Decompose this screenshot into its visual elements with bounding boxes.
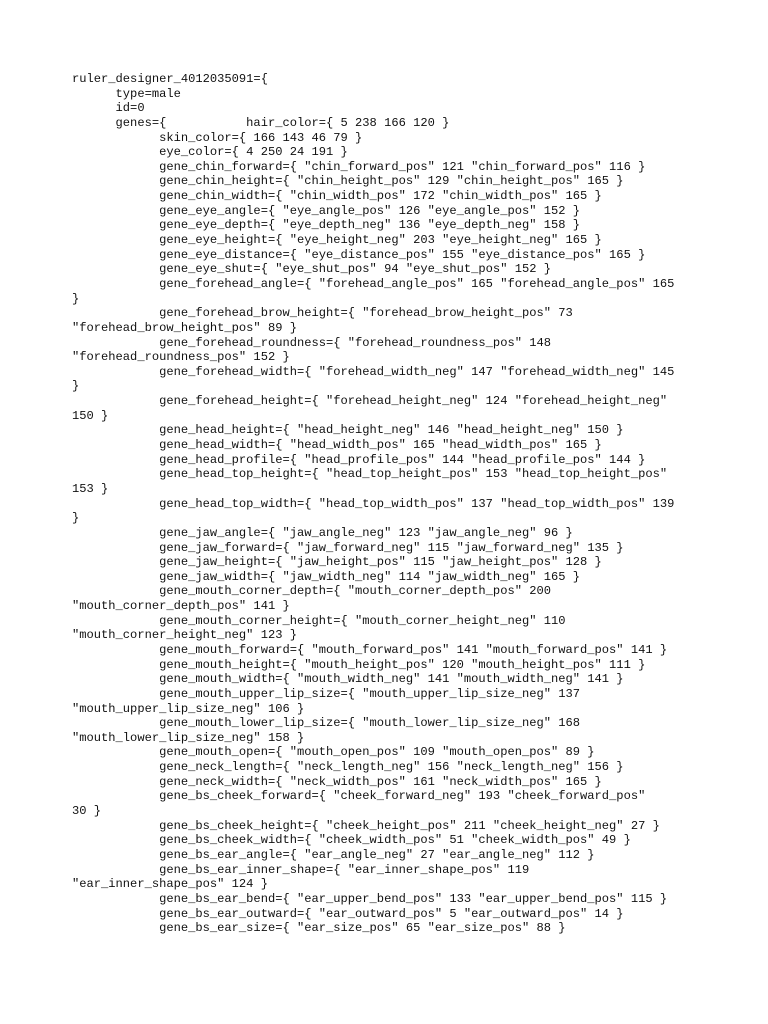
code-line: skin_color={ 166 143 46 79 }: [72, 130, 363, 145]
code-line: gene_jaw_forward={ "jaw_forward_neg" 115 "jaw_forward_neg" 135 }: [72, 540, 624, 555]
code-line: gene_head_top_height={ "head_top_height_pos" 153 "head_top_height_pos": [72, 467, 668, 482]
code-line: "mouth_corner_height_neg" 123 }: [72, 628, 297, 643]
code-line: gene_eye_distance={ "eye_distance_pos" 155 "eye_distance_pos" 165 }: [72, 247, 646, 262]
code-line: genes={ hair_color={ 5 238 166 120 }: [72, 115, 450, 130]
code-line: gene_eye_depth={ "eye_depth_neg" 136 "eye_depth_neg" 158 }: [72, 218, 581, 233]
code-line: id=0: [72, 101, 145, 116]
code-line: gene_bs_cheek_height={ "cheek_height_pos" 211 "cheek_height_neg" 27 }: [72, 818, 660, 833]
code-line: gene_bs_ear_size={ "ear_size_pos" 65 "ear_size_pos" 88 }: [72, 921, 566, 936]
code-line: 153 }: [72, 481, 109, 496]
code-line: gene_bs_ear_inner_shape={ "ear_inner_shape_pos" 119: [72, 862, 530, 877]
code-line: gene_mouth_open={ "mouth_open_pos" 109 "mouth_open_pos" 89 }: [72, 745, 595, 760]
code-line: gene_neck_width={ "neck_width_pos" 161 "neck_width_pos" 165 }: [72, 774, 602, 789]
code-line: }: [72, 511, 80, 526]
code-line: gene_bs_cheek_forward={ "cheek_forward_neg" 193 "cheek_forward_pos": [72, 789, 646, 804]
code-line: gene_mouth_height={ "mouth_height_pos" 120 "mouth_height_pos" 111 }: [72, 657, 646, 672]
code-line: gene_jaw_height={ "jaw_height_pos" 115 "jaw_height_pos" 128 }: [72, 555, 602, 570]
code-line: eye_color={ 4 250 24 191 }: [72, 145, 348, 160]
code-line: "mouth_lower_lip_size_neg" 158 }: [72, 730, 305, 745]
code-line: gene_head_top_width={ "head_top_width_pos" 137 "head_top_width_pos" 139: [72, 496, 675, 511]
code-line: gene_head_width={ "head_width_pos" 165 "head_width_pos" 165 }: [72, 438, 602, 453]
code-line: "forehead_brow_height_pos" 89 }: [72, 320, 297, 335]
code-line: gene_bs_cheek_width={ "cheek_width_pos" 51 "cheek_width_pos" 49 }: [72, 833, 631, 848]
code-line: gene_chin_forward={ "chin_forward_pos" 121 "chin_forward_pos" 116 }: [72, 159, 646, 174]
code-text-block: [72, 72, 702, 936]
code-line: gene_head_height={ "head_height_neg" 146 "head_height_neg" 150 }: [72, 423, 624, 438]
code-line: gene_chin_height={ "chin_height_pos" 129 "chin_height_pos" 165 }: [72, 174, 624, 189]
code-line: type=male: [72, 86, 181, 101]
code-line: "mouth_corner_depth_pos" 141 }: [72, 599, 290, 614]
code-line: ruler_designer_4012035091={: [72, 72, 268, 86]
code-line: gene_bs_ear_bend={ "ear_upper_bend_pos" 133 "ear_upper_bend_pos" 115 }: [72, 891, 668, 906]
code-line: gene_mouth_forward={ "mouth_forward_pos" 141 "mouth_forward_pos" 141 }: [72, 642, 668, 657]
code-line: gene_bs_ear_outward={ "ear_outward_pos" 5 "ear_outward_pos" 14 }: [72, 906, 624, 921]
code-line: gene_neck_length={ "neck_length_neg" 156 "neck_length_neg" 156 }: [72, 760, 624, 775]
code-line: gene_mouth_lower_lip_size={ "mouth_lower_lip_size_neg" 168: [72, 716, 581, 731]
code-line: gene_eye_angle={ "eye_angle_pos" 126 "eye_angle_pos" 152 }: [72, 203, 581, 218]
code-line: 150 }: [72, 408, 109, 423]
code-line: gene_mouth_corner_depth={ "mouth_corner_depth_pos" 200: [72, 584, 551, 599]
code-line: }: [72, 291, 80, 306]
code-line: gene_head_profile={ "head_profile_pos" 144 "head_profile_pos" 144 }: [72, 452, 646, 467]
code-line: gene_forehead_roundness={ "forehead_roundness_pos" 148: [72, 335, 551, 350]
code-line: gene_eye_height={ "eye_height_neg" 203 "eye_height_neg" 165 }: [72, 233, 602, 248]
code-line: gene_jaw_angle={ "jaw_angle_neg" 123 "jaw_angle_neg" 96 }: [72, 525, 573, 540]
code-line: gene_forehead_width={ "forehead_width_neg" 147 "forehead_width_neg" 145: [72, 364, 675, 379]
code-line: gene_forehead_angle={ "forehead_angle_pos" 165 "forehead_angle_pos" 165: [72, 276, 675, 291]
code-line: gene_chin_width={ "chin_width_pos" 172 "chin_width_pos" 165 }: [72, 189, 602, 204]
code-line: gene_eye_shut={ "eye_shut_pos" 94 "eye_shut_pos" 152 }: [72, 262, 551, 277]
code-line: "ear_inner_shape_pos" 124 }: [72, 877, 268, 892]
code-line: gene_mouth_corner_height={ "mouth_corner_height_neg" 110: [72, 613, 566, 628]
code-line: "forehead_roundness_pos" 152 }: [72, 350, 290, 365]
code-line: gene_jaw_width={ "jaw_width_neg" 114 "jaw_width_neg" 165 }: [72, 569, 581, 584]
code-line: 30 }: [72, 804, 102, 819]
code-line: gene_forehead_height={ "forehead_height_neg" 124 "forehead_height_neg": [72, 394, 668, 409]
code-line: gene_forehead_brow_height={ "forehead_brow_height_pos" 73: [72, 306, 573, 321]
code-line: "mouth_upper_lip_size_neg" 106 }: [72, 701, 305, 716]
code-line: gene_mouth_width={ "mouth_width_neg" 141 "mouth_width_neg" 141 }: [72, 672, 624, 687]
code-line: gene_bs_ear_angle={ "ear_angle_neg" 27 "ear_angle_neg" 112 }: [72, 847, 595, 862]
code-line: }: [72, 379, 80, 394]
code-line: gene_mouth_upper_lip_size={ "mouth_upper_lip_size_neg" 137: [72, 686, 581, 701]
